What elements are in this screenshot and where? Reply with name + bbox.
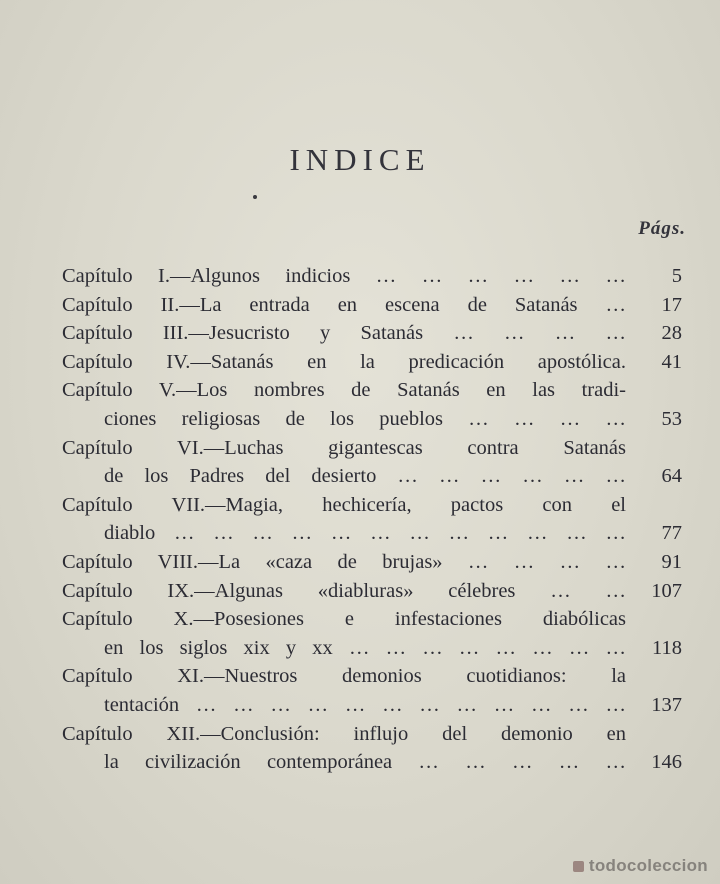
toc-entry-text: Capítulo V.—Los nombres de Satanás en las tradi- <box>62 379 626 402</box>
toc-entry-text: Capítulo III.—Jesucristo y Satanás … … … … <box>62 322 626 345</box>
toc-entry-text: Capítulo I.—Algunos indicios … … … … … … <box>62 265 626 287</box>
toc-entry <box>62 605 682 634</box>
toc-entry-page: 77 <box>661 522 682 545</box>
toc-entry-continuation <box>62 519 682 548</box>
ink-speck <box>253 195 257 199</box>
toc-entry-text: ciones religiosas de los pueblos … … … … <box>104 407 626 430</box>
toc-entry-text: Capítulo IX.—Algunas «diabluras» célebres … … <box>62 579 626 602</box>
toc-entry-continuation <box>62 634 682 663</box>
toc-entry-continuation <box>62 748 682 777</box>
toc-entry-text: Capítulo VII.—Magia, hechicería, pactos con el <box>62 493 626 516</box>
toc-entry-page: 137 <box>651 693 682 716</box>
page-title: INDICE <box>289 142 431 177</box>
table-of-contents <box>62 262 682 777</box>
toc-entry-text: en los siglos xix y xx … … … … … … … … <box>104 636 626 659</box>
toc-entry-page: 64 <box>661 465 682 488</box>
toc-entry-text: tentación … … … … … … … … … … … … <box>104 693 626 716</box>
toc-entry-text: la civilización contemporánea … … … … … <box>104 751 626 774</box>
toc-entry-continuation <box>62 691 682 720</box>
toc-entry-text: Capítulo VIII.—La «caza de brujas» … … … … <box>62 550 626 573</box>
toc-entry-page: 28 <box>661 322 682 345</box>
toc-entry-page: 53 <box>661 407 682 430</box>
toc-entry-text: Capítulo X.—Posesiones e infestaciones diabólicas <box>62 608 626 631</box>
toc-entry <box>62 434 682 463</box>
toc-entry-text: diablo … … … … … … … … … … … … <box>104 522 626 545</box>
toc-entry-page: 41 <box>661 350 682 373</box>
toc-entry <box>62 577 682 606</box>
toc-entry <box>62 662 682 691</box>
toc-entry <box>62 262 682 291</box>
toc-entry-continuation <box>62 462 682 491</box>
toc-entry-page: 91 <box>661 550 682 573</box>
toc-entry <box>62 291 682 320</box>
toc-entry-page: 5 <box>671 265 682 287</box>
toc-entry-text: Capítulo VI.—Luchas gigantescas contra Satanás <box>62 436 626 459</box>
toc-entry <box>62 319 682 348</box>
watermark <box>573 856 708 876</box>
toc-entry <box>62 720 682 749</box>
toc-entry-text: Capítulo XII.—Conclusión: influjo del demonio en <box>62 722 626 745</box>
toc-entry-text: Capítulo II.—La entrada en escena de Satanás … <box>62 293 626 316</box>
toc-entry-page: 107 <box>651 579 682 602</box>
toc-entry-continuation <box>62 405 682 434</box>
toc-entry <box>62 376 682 405</box>
toc-entry <box>62 491 682 520</box>
toc-entry-text: Capítulo XI.—Nuestros demonios cuotidianos: la <box>62 665 626 688</box>
toc-entry-page: 146 <box>651 751 682 774</box>
pages-column-header: Págs. <box>638 218 686 239</box>
toc-entry-text: de los Padres del desierto … … … … … … <box>104 465 626 488</box>
toc-entry-page: 118 <box>652 636 682 659</box>
toc-entry <box>62 348 682 377</box>
watermark-logo-icon <box>573 861 584 872</box>
toc-entry <box>62 548 682 577</box>
toc-entry-page: 17 <box>661 293 682 316</box>
watermark-text: todocoleccion <box>588 856 708 875</box>
toc-entry-text: Capítulo IV.—Satanás en la predicación apostólica. <box>62 350 626 373</box>
